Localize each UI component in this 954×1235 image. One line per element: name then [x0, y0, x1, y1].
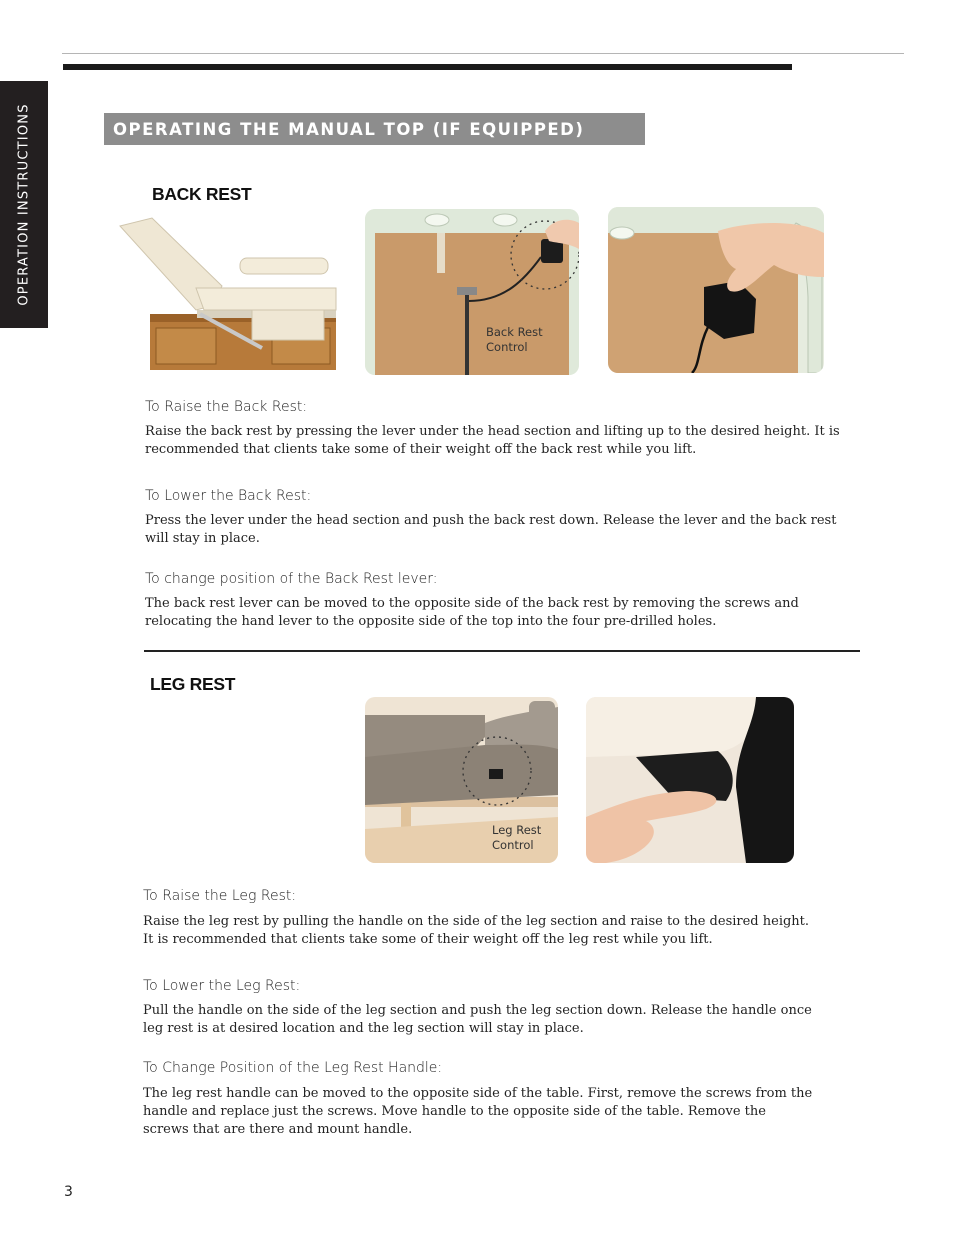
raise-leg-rest-text: Raise the leg rest by pulling the handle on the side of the leg section and raise to the desired height. It is recommended that clients take some of their weight off the leg rest while you lift. — [143, 914, 810, 947]
raise-back-rest-text: Raise the back rest by pressing the lever under the head section and lifting up to the desired height. It is recommended that clients take some of their weight off the back rest while you lift. — [145, 424, 840, 457]
lower-back-rest-heading: To Lower the Back Rest: — [145, 488, 312, 504]
change-leg-rest-handle-text: The leg rest handle can be moved to the opposite side of the table. First, remove the screws from the handle and replace just the screws. Move handle to the opposite side of the table. Remove the screws that are there and mount handle. — [143, 1086, 813, 1137]
side-section-tab — [0, 81, 48, 328]
back-rest-heading: BACK REST — [152, 184, 252, 204]
back-rest-control-label-line2: Control — [486, 340, 528, 354]
back-rest-control-label — [486, 325, 543, 355]
side-tab-label: OPERATION INSTRUCTIONS — [16, 103, 32, 306]
leg-rest-control-label-line1: Leg Rest — [492, 823, 542, 837]
section-title: OPERATING THE MANUAL TOP (IF EQUIPPED) — [104, 113, 645, 145]
leg-rest-control-label — [492, 823, 541, 853]
leg-rest-heading: LEG REST — [150, 674, 236, 694]
leg-rest-control-label-line2: Control — [492, 838, 534, 852]
lower-back-rest-text: Press the lever under the head section and push the back rest down. Release the lever and the back rest will stay in place. — [145, 513, 837, 546]
leg-rest-table-photo — [365, 697, 558, 863]
raise-back-rest-heading: To Raise the Back Rest: — [145, 399, 308, 415]
raise-leg-rest-heading: To Raise the Leg Rest: — [143, 888, 297, 904]
section-divider — [144, 650, 860, 652]
back-rest-control-label-line1: Back Rest — [486, 325, 543, 339]
top-thick-rule — [63, 64, 792, 70]
page-number: 3 — [64, 1184, 73, 1200]
change-back-rest-lever-text: The back rest lever can be moved to the opposite side of the back rest by removing the screws and relocating the hand lever to the opposite side of the top into the four pre-drilled holes. — [145, 596, 799, 629]
lower-leg-rest-text: Pull the handle on the side of the leg section and push the leg section down. Release the handle once leg rest is at desired location and the leg section will stay in place. — [143, 1003, 812, 1036]
back-rest-table-photo — [112, 214, 338, 374]
change-back-rest-lever-heading: To change position of the Back Rest lever: — [145, 571, 438, 587]
change-leg-rest-handle-heading: To Change Position of the Leg Rest Handle: — [143, 1060, 443, 1076]
top-thin-rule — [62, 53, 904, 54]
lower-leg-rest-heading: To Lower the Leg Rest: — [143, 978, 301, 994]
leg-rest-handle-hand-photo — [586, 697, 794, 863]
back-rest-underside-photo — [365, 209, 579, 375]
back-rest-lever-hand-photo — [608, 207, 824, 373]
